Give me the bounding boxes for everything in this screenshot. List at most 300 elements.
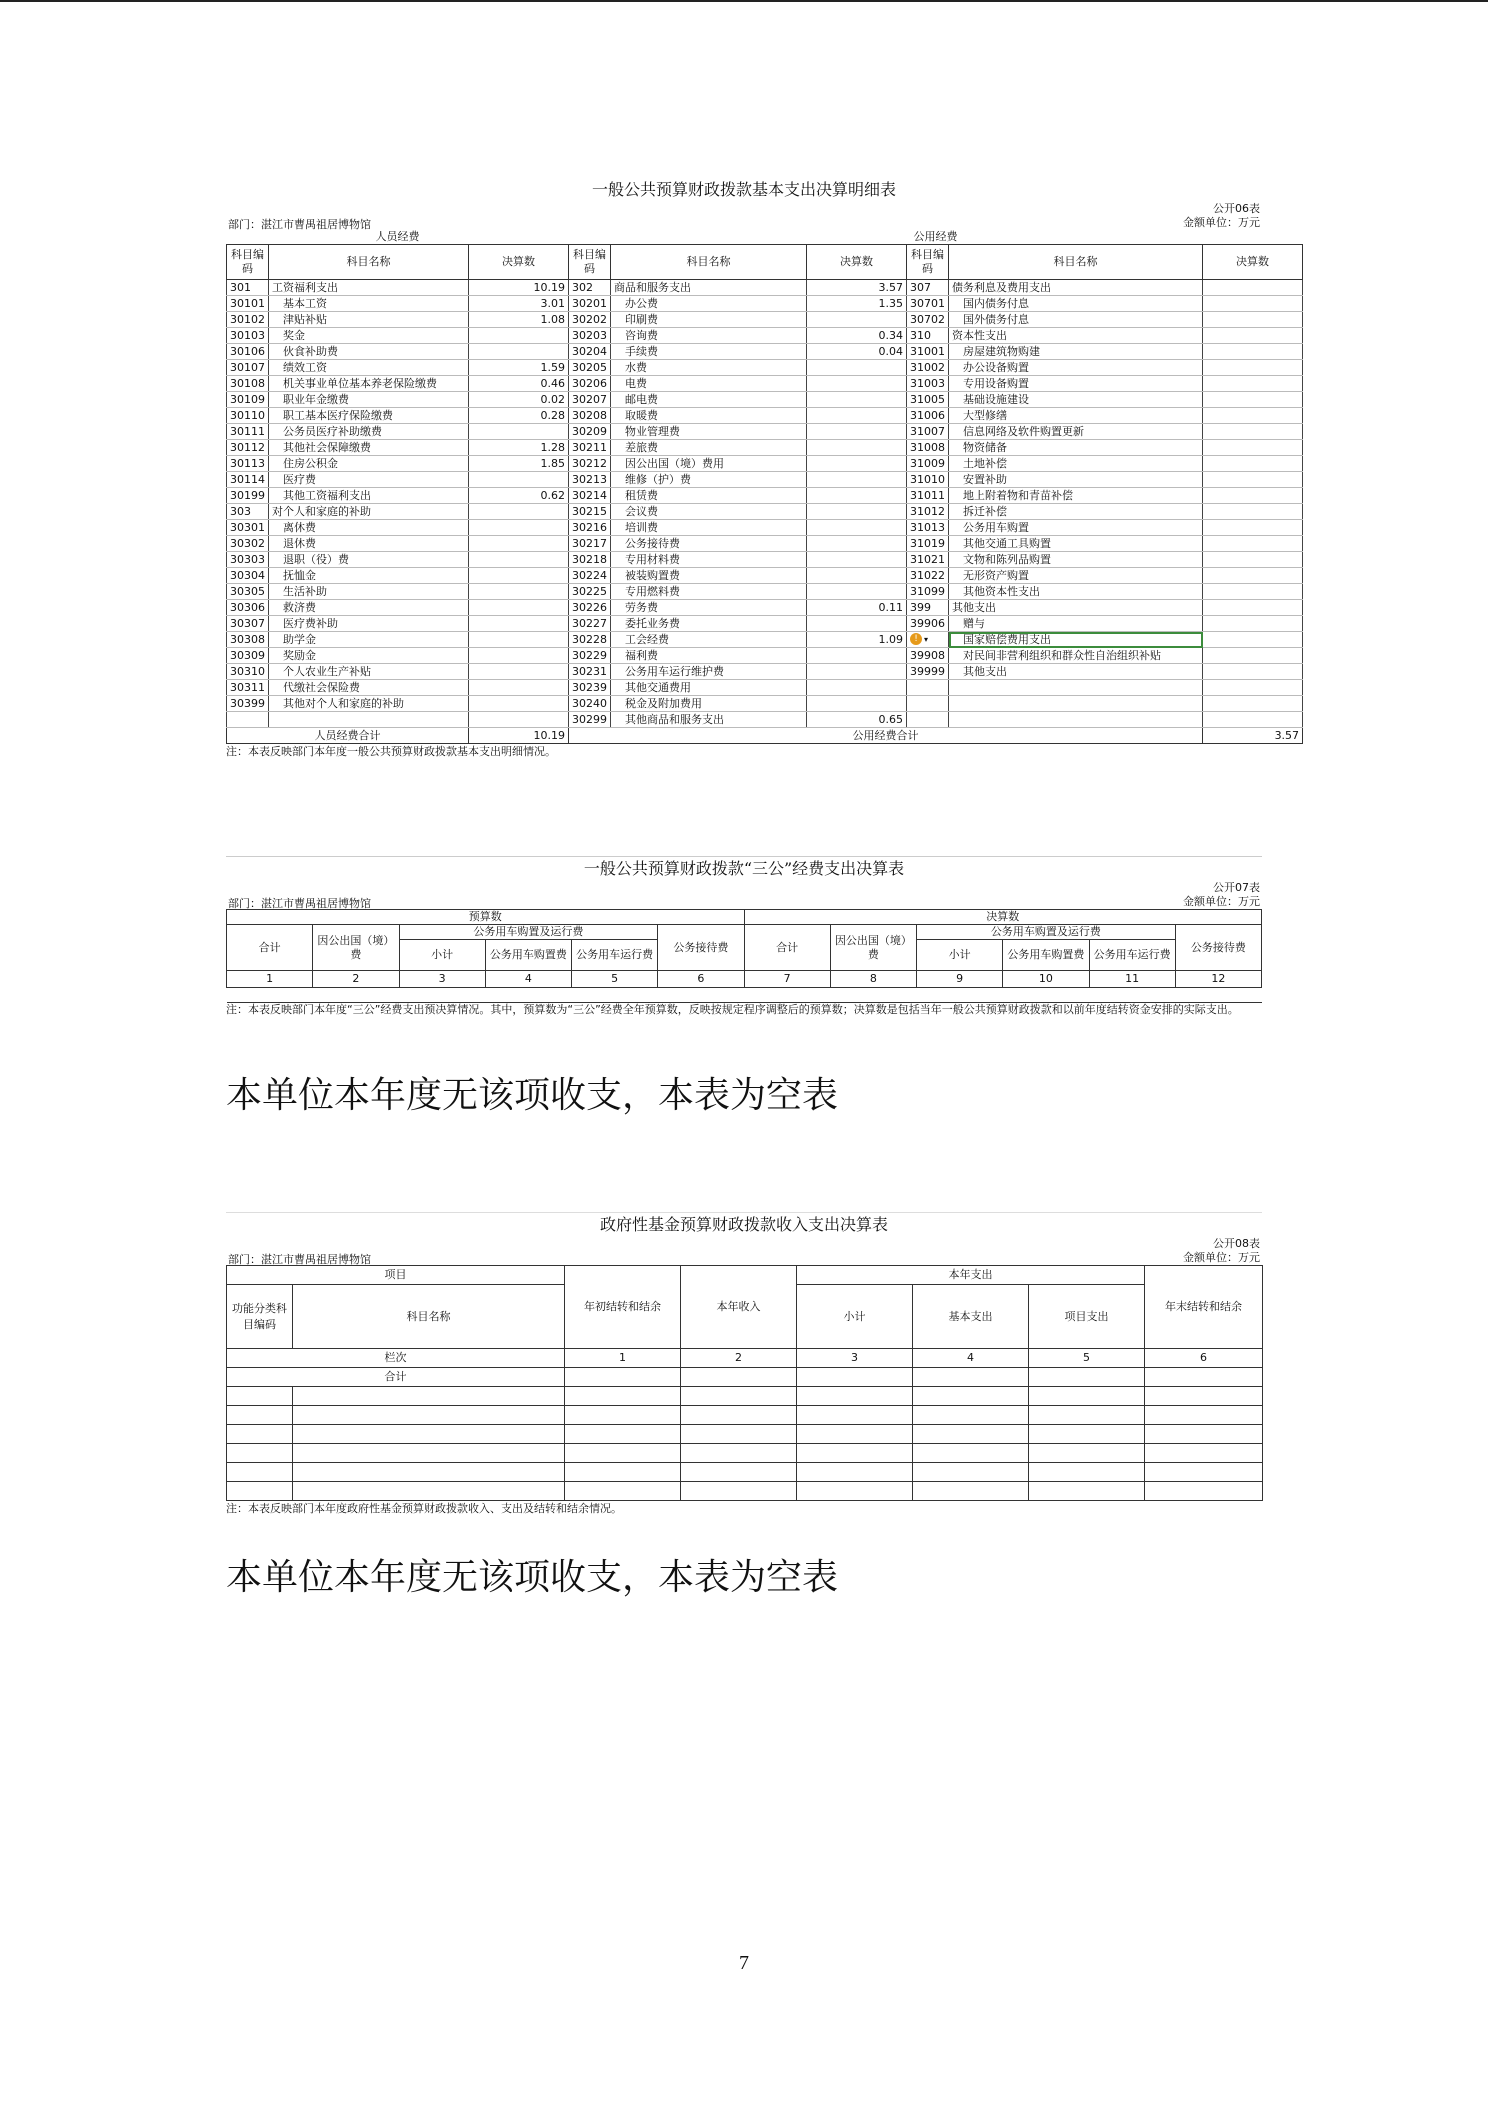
gov-fund-table-block bbox=[226, 1212, 1262, 1516]
name-cell: 其他对个人和家庭的补助 bbox=[269, 696, 469, 712]
name-cell: 电费 bbox=[611, 376, 807, 392]
name-cell: 房屋建筑物购建 bbox=[949, 344, 1203, 360]
code-cell bbox=[227, 712, 269, 728]
three-public-table bbox=[226, 909, 1262, 1003]
code-cell: 30111 bbox=[227, 424, 269, 440]
header-amount-2: 决算数 bbox=[807, 245, 907, 280]
code-cell: 31022 bbox=[907, 568, 949, 584]
column-number: 3 bbox=[797, 1349, 913, 1368]
basic-expense-header: 基本支出 bbox=[913, 1285, 1029, 1349]
code-cell: 31019 bbox=[907, 536, 949, 552]
code-cell: 30304 bbox=[227, 568, 269, 584]
three-public-table-block bbox=[226, 856, 1262, 1017]
amount-cell bbox=[1203, 664, 1303, 680]
total-personnel-label: 人员经费合计 bbox=[227, 728, 469, 744]
table3-dept: 部门：湛江市曹禺祖居博物馆 bbox=[228, 1253, 371, 1266]
name-cell: 公务用车购置 bbox=[949, 520, 1203, 536]
amount-cell bbox=[1203, 680, 1303, 696]
name-cell: 邮电费 bbox=[611, 392, 807, 408]
code-cell: 30207 bbox=[569, 392, 611, 408]
end-balance-header: 年末结转和结余 bbox=[1145, 1266, 1263, 1349]
name-cell: 专用燃料费 bbox=[611, 584, 807, 600]
final-car-run-header: 公务用车运行费 bbox=[1089, 940, 1175, 971]
name-cell: 大型修缮 bbox=[949, 408, 1203, 424]
code-cell: 31003 bbox=[907, 376, 949, 392]
amount-cell bbox=[807, 584, 907, 600]
name-cell: 公务员医疗补助缴费 bbox=[269, 424, 469, 440]
amount-cell bbox=[807, 696, 907, 712]
name-cell: 个人农业生产补贴 bbox=[269, 664, 469, 680]
name-cell: 赠与 bbox=[949, 616, 1203, 632]
table-row bbox=[227, 424, 1303, 440]
table-row bbox=[227, 392, 1303, 408]
amount-cell bbox=[1203, 600, 1303, 616]
amount-cell bbox=[469, 568, 569, 584]
code-cell bbox=[907, 696, 949, 712]
code-cell: 30229 bbox=[569, 648, 611, 664]
code-cell: 30112 bbox=[227, 440, 269, 456]
amount-cell bbox=[1203, 424, 1303, 440]
group-final: 决算数 bbox=[744, 910, 1262, 925]
code-cell: 30206 bbox=[569, 376, 611, 392]
total-public-label: 公用经费合计 bbox=[569, 728, 1203, 744]
name-cell: 会议费 bbox=[611, 504, 807, 520]
code-cell: 30299 bbox=[569, 712, 611, 728]
column-index-label: 栏次 bbox=[227, 1349, 565, 1368]
code-cell: 301 bbox=[227, 280, 269, 296]
amount-cell bbox=[1203, 440, 1303, 456]
amount-cell bbox=[1203, 504, 1303, 520]
code-cell: 30110 bbox=[227, 408, 269, 424]
amount-cell bbox=[807, 568, 907, 584]
name-cell: 租赁费 bbox=[611, 488, 807, 504]
code-cell: 30114 bbox=[227, 472, 269, 488]
name-cell: 对个人和家庭的补助 bbox=[269, 504, 469, 520]
name-cell: 债务利息及费用支出 bbox=[949, 280, 1203, 296]
warning-icon[interactable]: ! bbox=[910, 633, 922, 645]
name-cell: 其他工资福利支出 bbox=[269, 488, 469, 504]
code-cell: 39908 bbox=[907, 648, 949, 664]
amount-cell bbox=[469, 648, 569, 664]
amount-cell bbox=[807, 456, 907, 472]
gov-fund-table bbox=[226, 1265, 1263, 1501]
name-cell: 其他支出 bbox=[949, 664, 1203, 680]
name-cell: 机关事业单位基本养老保险缴费 bbox=[269, 376, 469, 392]
column-number: 5 bbox=[1029, 1349, 1145, 1368]
code-cell: 30113 bbox=[227, 456, 269, 472]
amount-cell bbox=[1203, 472, 1303, 488]
amount-cell bbox=[807, 392, 907, 408]
amount-cell bbox=[469, 536, 569, 552]
column-number: 4 bbox=[913, 1349, 1029, 1368]
amount-cell bbox=[807, 664, 907, 680]
table-row bbox=[227, 536, 1303, 552]
table2-title: 一般公共预算财政拨款“三公”经费支出决算表 bbox=[226, 856, 1262, 881]
expense-group-header: 本年支出 bbox=[797, 1266, 1145, 1285]
amount-cell bbox=[1203, 488, 1303, 504]
name-cell: 印刷费 bbox=[611, 312, 807, 328]
name-cell: 商品和服务支出 bbox=[611, 280, 807, 296]
column-number: 2 bbox=[681, 1349, 797, 1368]
table1-unit: 金额单位：万元 bbox=[1183, 216, 1260, 229]
name-cell: 伙食补助费 bbox=[269, 344, 469, 360]
name-cell: 医疗费补助 bbox=[269, 616, 469, 632]
amount-cell bbox=[1203, 328, 1303, 344]
amount-cell: 10.19 bbox=[469, 280, 569, 296]
amount-cell bbox=[1203, 312, 1303, 328]
name-cell: 助学金 bbox=[269, 632, 469, 648]
name-cell: 公务接待费 bbox=[611, 536, 807, 552]
header-amount-1: 决算数 bbox=[469, 245, 569, 280]
amount-cell bbox=[1203, 648, 1303, 664]
name-cell: 基本工资 bbox=[269, 296, 469, 312]
code-cell: 30311 bbox=[227, 680, 269, 696]
amount-cell: 3.57 bbox=[807, 280, 907, 296]
amount-cell bbox=[807, 552, 907, 568]
code-cell: 30209 bbox=[569, 424, 611, 440]
table1-dept: 部门：湛江市曹禺祖居博物馆 bbox=[228, 218, 371, 231]
group-budget: 预算数 bbox=[227, 910, 745, 925]
name-cell: 专用材料费 bbox=[611, 552, 807, 568]
name-cell: 手续费 bbox=[611, 344, 807, 360]
amount-cell bbox=[469, 696, 569, 712]
amount-cell bbox=[469, 520, 569, 536]
column-number: 1 bbox=[227, 971, 313, 988]
name-cell: 抚恤金 bbox=[269, 568, 469, 584]
blank-row bbox=[227, 1444, 1263, 1463]
amount-cell bbox=[807, 680, 907, 696]
name-cell: 生活补助 bbox=[269, 584, 469, 600]
table-row bbox=[227, 456, 1303, 472]
blank-row bbox=[227, 1406, 1263, 1425]
header-name-1: 科目名称 bbox=[269, 245, 469, 280]
code-cell: 30215 bbox=[569, 504, 611, 520]
table2-dept: 部门：湛江市曹禺祖居博物馆 bbox=[228, 897, 371, 910]
blank-row bbox=[227, 1482, 1263, 1501]
amount-cell: 1.08 bbox=[469, 312, 569, 328]
table-row bbox=[227, 616, 1303, 632]
code-cell: 30204 bbox=[569, 344, 611, 360]
name-cell: 专用设备购置 bbox=[949, 376, 1203, 392]
name-cell: 津贴补贴 bbox=[269, 312, 469, 328]
amount-cell bbox=[807, 360, 907, 376]
table-row bbox=[227, 600, 1303, 616]
amount-cell bbox=[807, 536, 907, 552]
name-cell: 委托业务费 bbox=[611, 616, 807, 632]
code-cell: 31001 bbox=[907, 344, 949, 360]
header-code-1: 科目编码 bbox=[227, 245, 269, 280]
final-subtotal-header: 小计 bbox=[917, 940, 1003, 971]
table3-unit: 金额单位：万元 bbox=[1183, 1251, 1260, 1264]
name-cell: 代缴社会保险费 bbox=[269, 680, 469, 696]
column-number: 7 bbox=[744, 971, 830, 988]
code-cell: 30101 bbox=[227, 296, 269, 312]
amount-cell bbox=[807, 376, 907, 392]
name-cell: 住房公积金 bbox=[269, 456, 469, 472]
name-cell: 取暖费 bbox=[611, 408, 807, 424]
amount-cell bbox=[469, 424, 569, 440]
amount-cell bbox=[1203, 408, 1303, 424]
header-code-2: 科目编码 bbox=[569, 245, 611, 280]
total-public-value: 3.57 bbox=[1203, 728, 1303, 744]
amount-cell: 3.01 bbox=[469, 296, 569, 312]
name-cell: 奖金 bbox=[269, 328, 469, 344]
table-row bbox=[227, 488, 1303, 504]
budget-car-buy-header: 公务用车购置费 bbox=[485, 940, 571, 971]
code-cell: 30205 bbox=[569, 360, 611, 376]
budget-reception-header: 公务接待费 bbox=[658, 925, 744, 971]
code-cell: 30309 bbox=[227, 648, 269, 664]
basic-expenditure-table-block bbox=[226, 178, 1300, 759]
column-number: 12 bbox=[1175, 971, 1261, 988]
name-cell: 咨询费 bbox=[611, 328, 807, 344]
code-cell: 30227 bbox=[569, 616, 611, 632]
func-code-header: 功能分类科目编码 bbox=[227, 1285, 293, 1349]
name-cell: 其他商品和服务支出 bbox=[611, 712, 807, 728]
name-cell: 基础设施建设 bbox=[949, 392, 1203, 408]
table2-unit: 金额单位：万元 bbox=[1183, 895, 1260, 908]
amount-cell: 1.28 bbox=[469, 440, 569, 456]
name-cell: 其他资本性支出 bbox=[949, 584, 1203, 600]
amount-cell bbox=[1203, 568, 1303, 584]
income-header: 本年收入 bbox=[681, 1266, 797, 1349]
name-cell: 国家赔偿费用支出 bbox=[949, 632, 1203, 648]
code-cell: 30217 bbox=[569, 536, 611, 552]
subject-name-header: 科目名称 bbox=[293, 1285, 565, 1349]
name-cell: 绩效工资 bbox=[269, 360, 469, 376]
code-cell: 30203 bbox=[569, 328, 611, 344]
amount-cell bbox=[1203, 344, 1303, 360]
amount-cell: 0.62 bbox=[469, 488, 569, 504]
name-cell: 对民间非营利组织和群众性自治组织补贴 bbox=[949, 648, 1203, 664]
chevron-down-icon[interactable]: ▾ bbox=[924, 635, 929, 644]
name-cell: 医疗费 bbox=[269, 472, 469, 488]
amount-cell bbox=[469, 600, 569, 616]
code-cell: 399 bbox=[907, 600, 949, 616]
code-cell: 31011 bbox=[907, 488, 949, 504]
name-cell: 拆迁补偿 bbox=[949, 504, 1203, 520]
code-cell: 30213 bbox=[569, 472, 611, 488]
name-cell: 劳务费 bbox=[611, 600, 807, 616]
table-row bbox=[227, 296, 1303, 312]
code-cell: 31006 bbox=[907, 408, 949, 424]
amount-cell: 0.02 bbox=[469, 392, 569, 408]
code-cell: 30218 bbox=[569, 552, 611, 568]
name-cell: 被装购置费 bbox=[611, 568, 807, 584]
header-code-3: 科目编码 bbox=[907, 245, 949, 280]
amount-cell bbox=[1203, 456, 1303, 472]
amount-cell bbox=[807, 440, 907, 456]
name-cell: 安置补助 bbox=[949, 472, 1203, 488]
amount-cell bbox=[1203, 280, 1303, 296]
name-cell: 信息网络及软件购置更新 bbox=[949, 424, 1203, 440]
table-row bbox=[227, 504, 1303, 520]
amount-cell bbox=[1203, 616, 1303, 632]
name-cell: 退职（役）费 bbox=[269, 552, 469, 568]
code-cell: 30702 bbox=[907, 312, 949, 328]
code-cell: 30109 bbox=[227, 392, 269, 408]
amount-cell bbox=[807, 312, 907, 328]
name-cell: 因公出国（境）费用 bbox=[611, 456, 807, 472]
code-cell: 30308 bbox=[227, 632, 269, 648]
code-cell: 30302 bbox=[227, 536, 269, 552]
table2-blank-row bbox=[227, 988, 1262, 1003]
table-row bbox=[227, 472, 1303, 488]
name-cell: 差旅费 bbox=[611, 440, 807, 456]
column-number: 5 bbox=[572, 971, 658, 988]
column-number: 6 bbox=[1145, 1349, 1263, 1368]
name-cell: 职工基本医疗保险缴费 bbox=[269, 408, 469, 424]
name-cell: 办公费 bbox=[611, 296, 807, 312]
amount-cell: 1.09 bbox=[807, 632, 907, 648]
code-cell: 302 bbox=[569, 280, 611, 296]
amount-cell bbox=[807, 616, 907, 632]
name-cell: 地上附着物和青苗补偿 bbox=[949, 488, 1203, 504]
code-cell: 30107 bbox=[227, 360, 269, 376]
amount-cell bbox=[469, 712, 569, 728]
table-row bbox=[227, 312, 1303, 328]
name-cell: 奖励金 bbox=[269, 648, 469, 664]
group-public: 公用经费 bbox=[569, 230, 1303, 245]
name-cell: 物业管理费 bbox=[611, 424, 807, 440]
amount-cell bbox=[469, 632, 569, 648]
amount-cell bbox=[807, 520, 907, 536]
amount-cell: 1.35 bbox=[807, 296, 907, 312]
blank-row bbox=[227, 1463, 1263, 1482]
amount-cell: 0.34 bbox=[807, 328, 907, 344]
amount-cell bbox=[1203, 536, 1303, 552]
amount-cell: 1.85 bbox=[469, 456, 569, 472]
budget-abroad-header: 因公出国（境）费 bbox=[313, 925, 399, 971]
amount-cell bbox=[807, 648, 907, 664]
amount-cell bbox=[469, 504, 569, 520]
name-cell: 无形资产购置 bbox=[949, 568, 1203, 584]
code-cell: 31002 bbox=[907, 360, 949, 376]
amount-cell bbox=[1203, 520, 1303, 536]
name-cell bbox=[949, 696, 1203, 712]
project-expense-header: 项目支出 bbox=[1029, 1285, 1145, 1349]
table-row bbox=[227, 712, 1303, 728]
amount-cell bbox=[1203, 296, 1303, 312]
table-row bbox=[227, 360, 1303, 376]
column-number: 4 bbox=[485, 971, 571, 988]
table1-note: 注：本表反映部门本年度一般公共预算财政拨款基本支出明细情况。 bbox=[226, 745, 556, 758]
name-cell: 文物和陈列品购置 bbox=[949, 552, 1203, 568]
name-cell: 工资福利支出 bbox=[269, 280, 469, 296]
column-number: 10 bbox=[1003, 971, 1089, 988]
code-cell: 30216 bbox=[569, 520, 611, 536]
amount-cell bbox=[469, 328, 569, 344]
code-cell bbox=[907, 680, 949, 696]
amount-cell: 1.59 bbox=[469, 360, 569, 376]
code-cell: 30399 bbox=[227, 696, 269, 712]
table-row bbox=[227, 440, 1303, 456]
code-cell: 30228 bbox=[569, 632, 611, 648]
table-row bbox=[227, 648, 1303, 664]
amount-cell: 0.46 bbox=[469, 376, 569, 392]
header-amount-3: 决算数 bbox=[1203, 245, 1303, 280]
amount-cell bbox=[807, 408, 907, 424]
amount-cell: 0.04 bbox=[807, 344, 907, 360]
table3-title: 政府性基金预算财政拨款收入支出决算表 bbox=[226, 1212, 1262, 1237]
code-cell: 30307 bbox=[227, 616, 269, 632]
code-cell: 39999 bbox=[907, 664, 949, 680]
budget-car-run-header: 公务用车运行费 bbox=[572, 940, 658, 971]
name-cell: 工会经费 bbox=[611, 632, 807, 648]
code-cell: 31009 bbox=[907, 456, 949, 472]
name-cell: 退休费 bbox=[269, 536, 469, 552]
amount-cell bbox=[1203, 696, 1303, 712]
final-abroad-header: 因公出国（境）费 bbox=[830, 925, 916, 971]
name-cell: 离休费 bbox=[269, 520, 469, 536]
code-cell: 30224 bbox=[569, 568, 611, 584]
amount-cell bbox=[1203, 584, 1303, 600]
name-cell: 物资储备 bbox=[949, 440, 1203, 456]
page-number: 7 bbox=[739, 1952, 749, 1974]
table-row bbox=[227, 344, 1303, 360]
table1-title: 一般公共预算财政拨款基本支出决算明细表 bbox=[591, 180, 896, 199]
code-cell: 30303 bbox=[227, 552, 269, 568]
code-cell: 30239 bbox=[569, 680, 611, 696]
top-border bbox=[0, 0, 1488, 2]
table-row bbox=[227, 664, 1303, 680]
code-cell: 31010 bbox=[907, 472, 949, 488]
final-reception-header: 公务接待费 bbox=[1175, 925, 1261, 971]
final-total-header: 合计 bbox=[744, 925, 830, 971]
amount-cell bbox=[1203, 360, 1303, 376]
name-cell: 其他社会保障缴费 bbox=[269, 440, 469, 456]
table3-code: 公开08表 bbox=[1213, 1237, 1260, 1250]
name-cell: 救济费 bbox=[269, 600, 469, 616]
column-number: 3 bbox=[399, 971, 485, 988]
code-cell: 30108 bbox=[227, 376, 269, 392]
code-cell: 30306 bbox=[227, 600, 269, 616]
table3-note: 注：本表反映部门本年度政府性基金预算财政拨款收入、支出及结转和结余情况。 bbox=[226, 1502, 622, 1515]
amount-cell bbox=[469, 584, 569, 600]
amount-cell bbox=[1203, 376, 1303, 392]
amount-cell bbox=[469, 664, 569, 680]
table-row bbox=[227, 584, 1303, 600]
column-number: 2 bbox=[313, 971, 399, 988]
amount-cell bbox=[469, 344, 569, 360]
name-cell: 公务用车运行维护费 bbox=[611, 664, 807, 680]
amount-cell bbox=[807, 488, 907, 504]
table-row bbox=[227, 680, 1303, 696]
final-car-buy-header: 公务用车购置费 bbox=[1003, 940, 1089, 971]
code-cell: 30201 bbox=[569, 296, 611, 312]
code-cell: 310 bbox=[907, 328, 949, 344]
amount-cell bbox=[1203, 712, 1303, 728]
total-personnel-value: 10.19 bbox=[469, 728, 569, 744]
column-number: 6 bbox=[658, 971, 744, 988]
code-cell: 31005 bbox=[907, 392, 949, 408]
code-cell: 30208 bbox=[569, 408, 611, 424]
name-cell: 其他交通费用 bbox=[611, 680, 807, 696]
code-cell: 307 bbox=[907, 280, 949, 296]
name-cell: 税金及附加费用 bbox=[611, 696, 807, 712]
budget-subtotal-header: 小计 bbox=[399, 940, 485, 971]
name-cell bbox=[269, 712, 469, 728]
blank-row bbox=[227, 1387, 1263, 1406]
code-cell: 30212 bbox=[569, 456, 611, 472]
amount-cell: 0.11 bbox=[807, 600, 907, 616]
amount-cell: 0.65 bbox=[807, 712, 907, 728]
name-cell: 土地补偿 bbox=[949, 456, 1203, 472]
code-cell: 303 bbox=[227, 504, 269, 520]
table-row bbox=[227, 632, 1303, 648]
code-cell: 31007 bbox=[907, 424, 949, 440]
code-cell: 30102 bbox=[227, 312, 269, 328]
